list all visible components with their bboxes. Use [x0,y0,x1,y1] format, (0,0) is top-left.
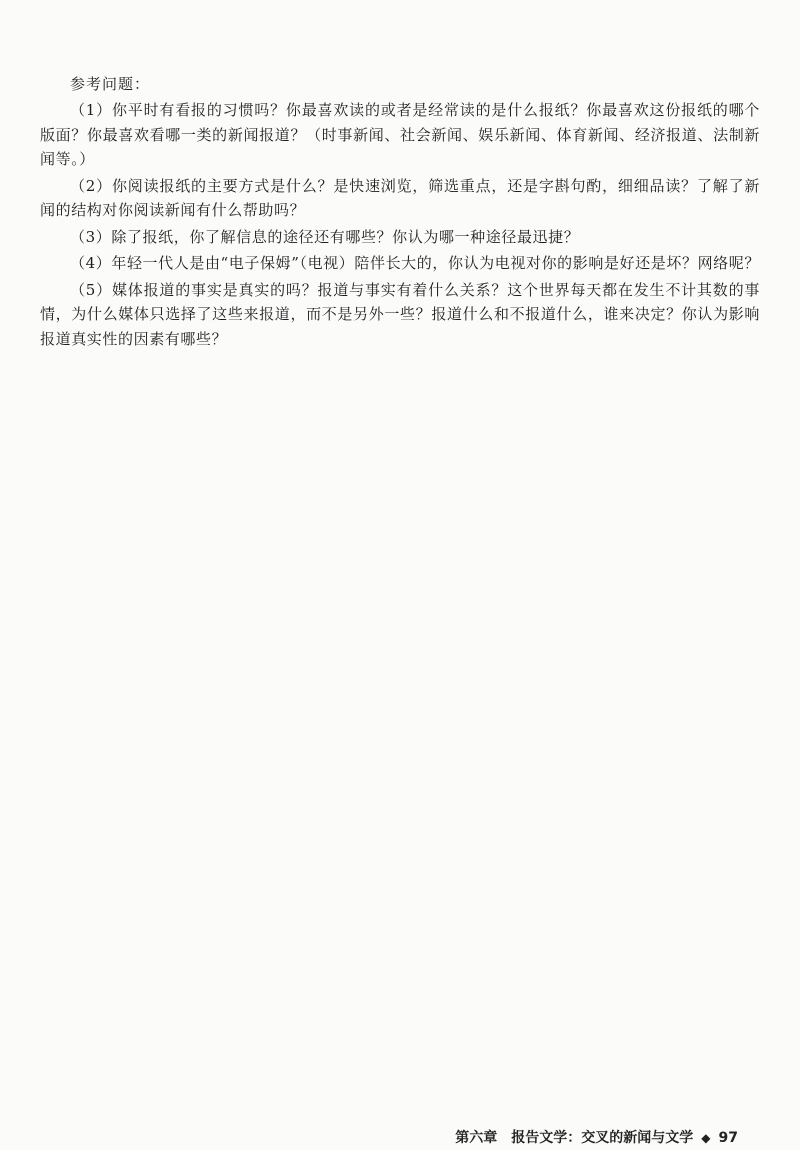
page-number: 97 [718,1130,738,1146]
questions-heading: 参考问题： [70,75,151,93]
question-4: （4）年轻一代人是由“电子保姆”（电视）陪伴长大的，你认为电视对你的影响是好还是坏？网络呢？ [70,254,760,272]
footer-title: 报告文学：交叉的新闻与文学 [511,1130,694,1146]
question-5: （5）媒体报道的事实是真实的吗？报道与事实有着什么关系？这个世界每天都在发生不计其数的事情，为什么媒体只选择了这些来报道，而不是另外一些？报道什么和不报道什么，谁来决定？你认为影响报道真实性的因素有哪些？ [40,280,760,348]
page-content [40,72,760,353]
footer-chapter: 第六章 [455,1130,498,1146]
page-footer [455,1127,738,1147]
question-3: （3）除了报纸，你了解信息的途径还有哪些？你认为哪一种途径最迅捷？ [70,227,580,246]
question-2: （2）你阅读报纸的主要方式是什么？是快速浏览，筛选重点，还是字斟句酌，细细品读？了解了新闻的结构对你阅读新闻有什么帮助吗？ [40,176,760,219]
question-1: （1）你平时有看报的习惯吗？你最喜欢读的或者是经常读的是什么报纸？你最喜欢这份报纸的哪个版面？你最喜欢看哪一类的新闻报道？（时事新闻、社会新闻、娱乐新闻、体育新闻、经济报道、法制新闻等。） [40,101,760,168]
diamond-icon: ◆ [701,1131,711,1145]
